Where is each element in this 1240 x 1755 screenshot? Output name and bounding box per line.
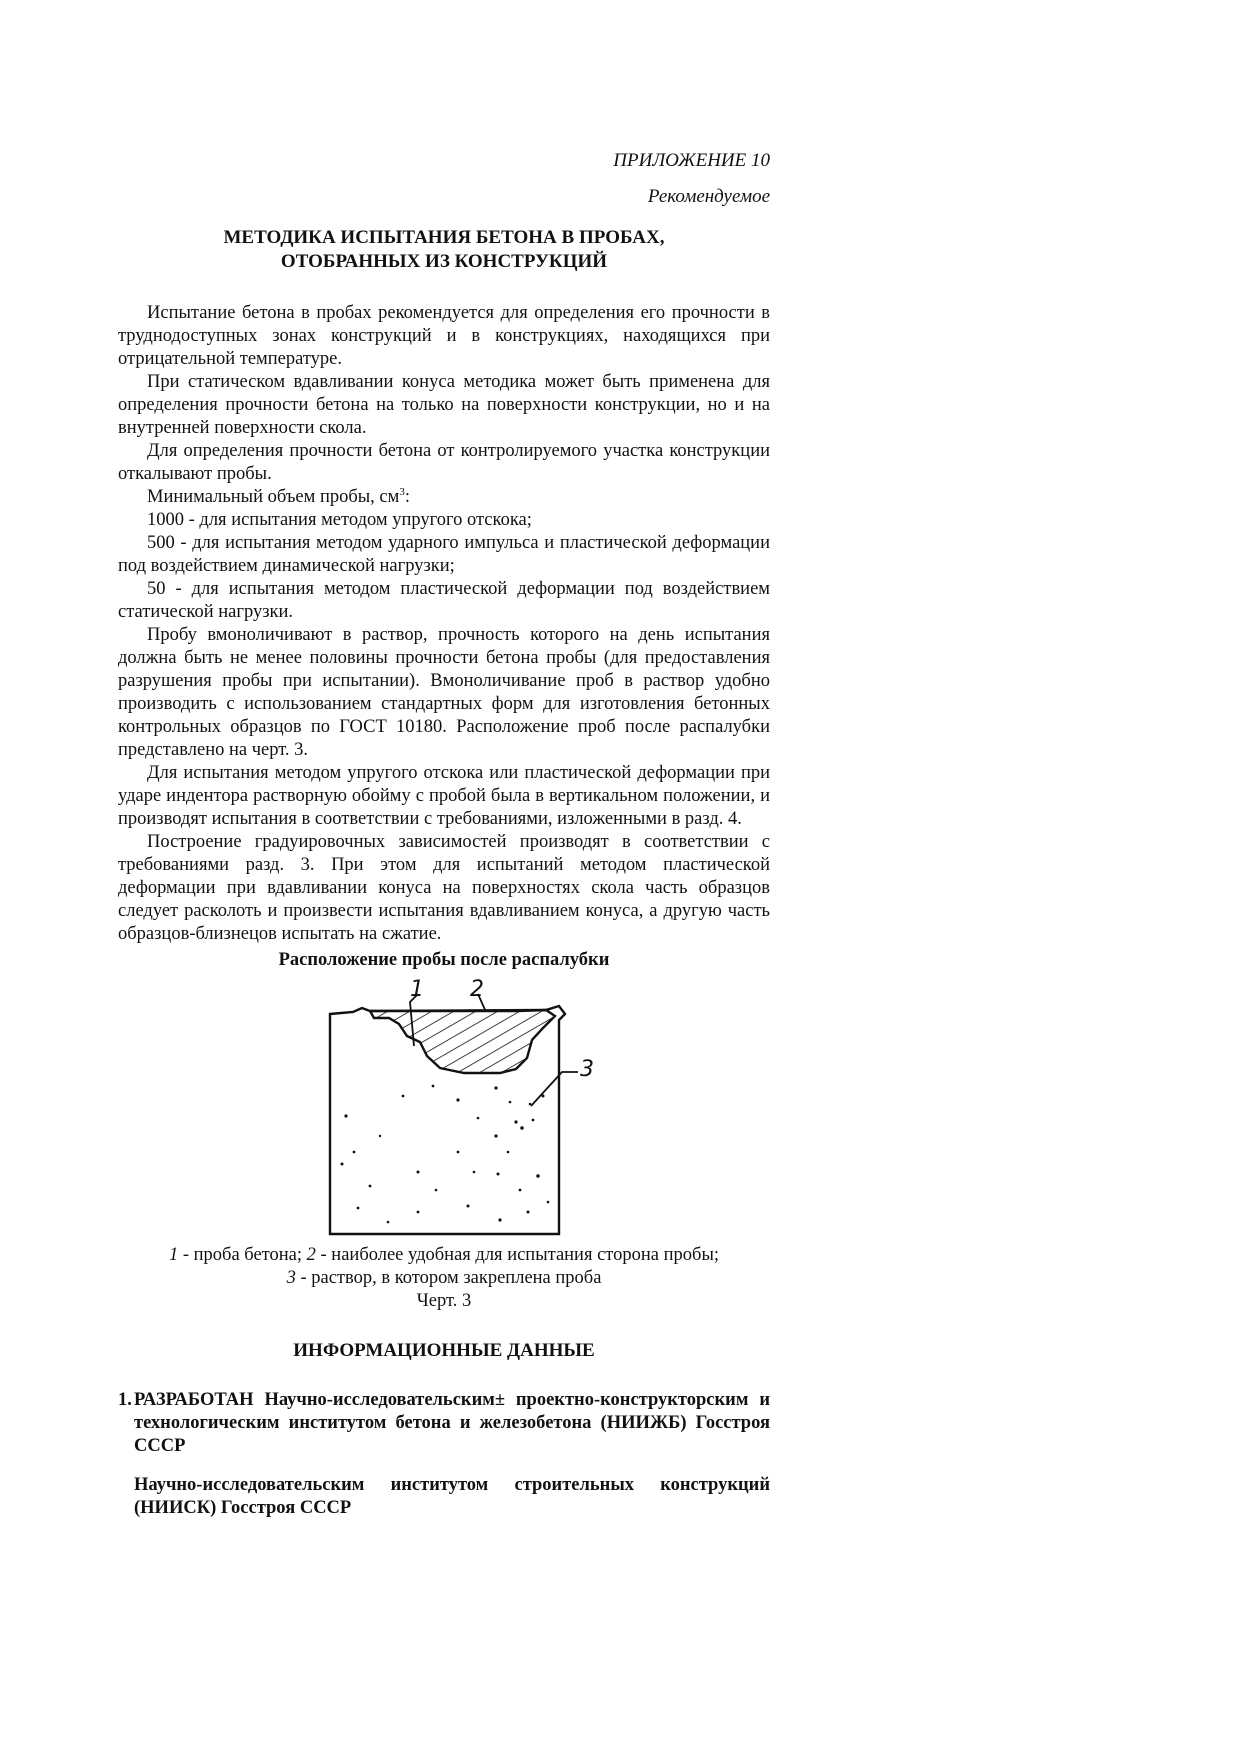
document-title (118, 226, 770, 274)
caption-text-3: - раствор, в котором закреплена проба (295, 1268, 602, 1288)
paragraph-volume-50: 50 - для испытания методом пластической деформации под воздействием статической нагрузки. (118, 579, 770, 622)
min-volume-superscript: 3 (399, 485, 405, 498)
sample-placement-drawing (118, 976, 770, 1238)
info-section-title: ИНФОРМАЦИОННЫЕ ДАННЫЕ (293, 1340, 595, 1361)
caption-line-1 (118, 1244, 770, 1267)
paragraph-min-volume (118, 486, 770, 509)
appendix-number: ПРИЛОЖЕНИЕ 10 (613, 150, 770, 171)
min-volume-text: Минимальный объем пробы, см (147, 487, 400, 507)
min-volume-colon: : (404, 487, 410, 507)
caption-line-2 (118, 1267, 770, 1290)
document-page (118, 140, 770, 1520)
paragraph-embedding: Пробу вмоноличивают в раствор, прочность которого на день испытания должна быть не менее половины прочности бетона пробы (для предоставления разрушения пробы при испытании). Вмоноличивание проб в раствор удобно производить с использованием стандартных форм для изготовления бетонных контрольных образцов по ГОСТ 10180. Расположение проб после распалубки представлено на черт. 3. (118, 625, 770, 760)
drawing-number: Черт. 3 (416, 1291, 472, 1311)
figure-title: Расположение пробы после распалубки (278, 950, 610, 970)
paragraph-sampling: Для определения прочности бетона от контролируемого участка конструкции откалывают пробы. (118, 441, 770, 484)
caption-number-3: 3 (286, 1268, 296, 1288)
figure-caption (118, 1244, 770, 1290)
paragraph-rebound-test: Для испытания методом упругого отскока или пластической деформации при ударе индентора растворную обойму с пробой была в вертикальном положении, и производят испытания в соответствии с требованиями, изложенными в разд. 4. (118, 763, 770, 829)
appendix-status: Рекомендуемое (647, 186, 770, 207)
document-body (118, 302, 770, 946)
paragraph-cone-method: При статическом вдавливании конуса методика может быть применена для определения прочности бетона на только на поверхности конструкции, но и на внутренней поверхности скола. (118, 372, 770, 438)
caption-text-1: - проба бетона; (178, 1245, 307, 1265)
paragraph-volume-1000: 1000 - для испытания методом упругого отскока; (147, 510, 532, 530)
caption-number-2: 2 (306, 1245, 316, 1265)
callout-label-3: 3 (580, 1057, 594, 1082)
paragraph-volume-500: 500 - для испытания методом ударного импульса и пластической деформации под воздействием динамической нагрузки; (118, 533, 770, 576)
caption-text-2: - наиболее удобная для испытания сторона пробы; (315, 1245, 720, 1265)
paragraph-calibration: Построение градуировочных зависимостей производят в соответствии с требованиями разд. 3. При этом для испытаний методом пластической деформации при вдавливании конуса на поверхностях скола часть образцов следует расколоть и произвести испытания вдавливанием конуса, а другую часть образцов-близнецов испытать на сжатие. (118, 832, 770, 944)
caption-number-1: 1 (168, 1245, 179, 1265)
info-item-developed (118, 1389, 770, 1458)
callout-label-2: 2 (470, 977, 484, 1002)
paragraph-purpose: Испытание бетона в пробах рекомендуется для определения его прочности в труднодоступных зонах конструкций и в конструкциях, находящихся при отрицательной температуре. (118, 303, 770, 369)
info-item-marker: 1. (118, 1390, 132, 1410)
callout-label-1: 1 (410, 977, 424, 1002)
document-title-line-1: МЕТОДИКА ИСПЫТАНИЯ БЕТОНА В ПРОБАХ, (223, 227, 665, 248)
info-item-developed-second: Научно-исследовательским институтом строительных конструкций (НИИСК) Госстроя СССР (134, 1475, 770, 1518)
document-title-line-2: ОТОБРАННЫХ ИЗ КОНСТРУКЦИЙ (280, 251, 608, 272)
info-item-text: РАЗРАБОТАН Научно-исследовательским± проектно-конструкторским и технологическим институтом бетона и железобетона (НИИЖБ) Госстроя СССР (134, 1390, 770, 1456)
